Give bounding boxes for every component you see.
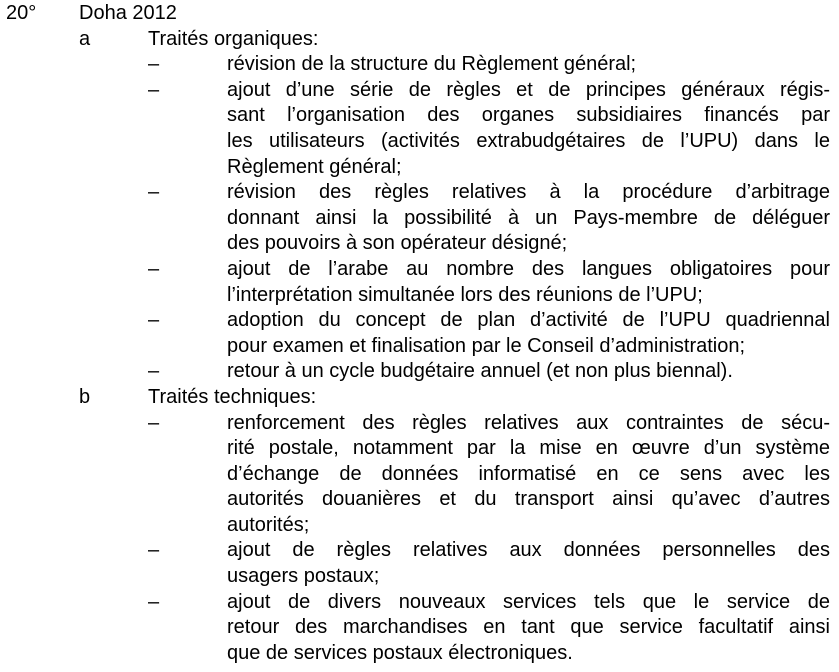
bullet-marker: – bbox=[148, 53, 160, 76]
bullet-item bbox=[6, 180, 839, 257]
bullet-text bbox=[227, 180, 830, 257]
section-b-heading: Traités techniques: bbox=[148, 385, 317, 408]
bullet-item bbox=[6, 257, 839, 308]
bullet-item bbox=[6, 308, 839, 359]
text-line: l’interprétation simultanée lors des réunions de l’UPU; bbox=[227, 283, 703, 306]
section-a-heading: Traités organiques: bbox=[148, 27, 319, 50]
bullet-marker: – bbox=[148, 78, 160, 101]
section-a-heading-row bbox=[6, 27, 839, 53]
bullet-item bbox=[6, 78, 839, 180]
text-line: autorités; bbox=[227, 513, 310, 536]
item-number: 20° bbox=[6, 2, 37, 24]
bullet-marker: – bbox=[148, 411, 160, 434]
text-line: Règlement général; bbox=[227, 155, 402, 178]
section-b-heading-row bbox=[6, 385, 839, 411]
text-line: les utilisateurs (activités extrabudgétaires de l’UPU) dans le bbox=[227, 129, 830, 152]
bullet-marker: – bbox=[148, 360, 160, 383]
bullet-text bbox=[227, 590, 830, 667]
bullet-item bbox=[6, 359, 839, 385]
bullet-marker: – bbox=[148, 181, 160, 204]
bullet-marker: – bbox=[148, 257, 160, 280]
text-line: retour des marchandises en tant que service facultatif ainsi bbox=[227, 616, 830, 639]
text-line: ajout de l’arabe au nombre des langues obligatoires pour bbox=[227, 257, 830, 280]
text-line: rité postale, notamment par la mise en œuvre d’un système bbox=[227, 437, 830, 460]
bullet-text bbox=[227, 78, 830, 180]
text-line: renforcement des règles relatives aux contraintes de sécu- bbox=[227, 411, 830, 434]
bullet-text bbox=[227, 308, 830, 359]
bullet-text bbox=[227, 52, 830, 78]
section-b-label: b bbox=[79, 385, 91, 408]
text-line: ajout de règles relatives aux données personnelles des bbox=[227, 539, 830, 562]
text-line: autorités douanières et du transport ainsi qu’avec d’autres bbox=[227, 488, 830, 511]
bullet-item bbox=[6, 52, 839, 78]
text-line: révision de la structure du Règlement général; bbox=[227, 53, 637, 76]
bullet-item bbox=[6, 590, 839, 667]
text-line: des pouvoirs à son opérateur désigné; bbox=[227, 232, 568, 255]
bullet-marker: – bbox=[148, 590, 160, 613]
bullet-text bbox=[227, 359, 830, 385]
section-a-label: a bbox=[79, 27, 91, 50]
text-line: adoption du concept de plan d’activité de l’UPU quadriennal bbox=[227, 309, 830, 332]
bullet-text bbox=[227, 257, 830, 308]
bullet-marker: – bbox=[148, 539, 160, 562]
text-line: révision des règles relatives à la procédure d’arbitrage bbox=[227, 181, 830, 204]
bullet-marker: – bbox=[148, 309, 160, 332]
text-line: ajout de divers nouveaux services tels que le service de bbox=[227, 590, 830, 613]
text-line: retour à un cycle budgétaire annuel (et non plus biennal). bbox=[227, 360, 733, 383]
page-title: Doha 2012 bbox=[79, 2, 177, 24]
bullet-text bbox=[227, 538, 830, 589]
text-line: sant l’organisation des organes subsidiaires financés par bbox=[227, 104, 830, 127]
text-line: pour examen et finalisation par le Conseil d’administration; bbox=[227, 334, 746, 357]
text-line: ajout d’une série de règles et de principes généraux régis- bbox=[227, 78, 830, 101]
bullet-text bbox=[227, 411, 830, 539]
bullet-item bbox=[6, 411, 839, 539]
text-line: d’échange de données informatisé en ce sens avec les bbox=[227, 462, 830, 485]
bullet-item bbox=[6, 538, 839, 589]
text-line: donnant ainsi la possibilité à un Pays-membre de déléguer bbox=[227, 206, 830, 229]
text-line: que de services postaux électroniques. bbox=[227, 641, 573, 664]
title-row bbox=[6, 1, 839, 27]
text-line: usagers postaux; bbox=[227, 565, 380, 588]
